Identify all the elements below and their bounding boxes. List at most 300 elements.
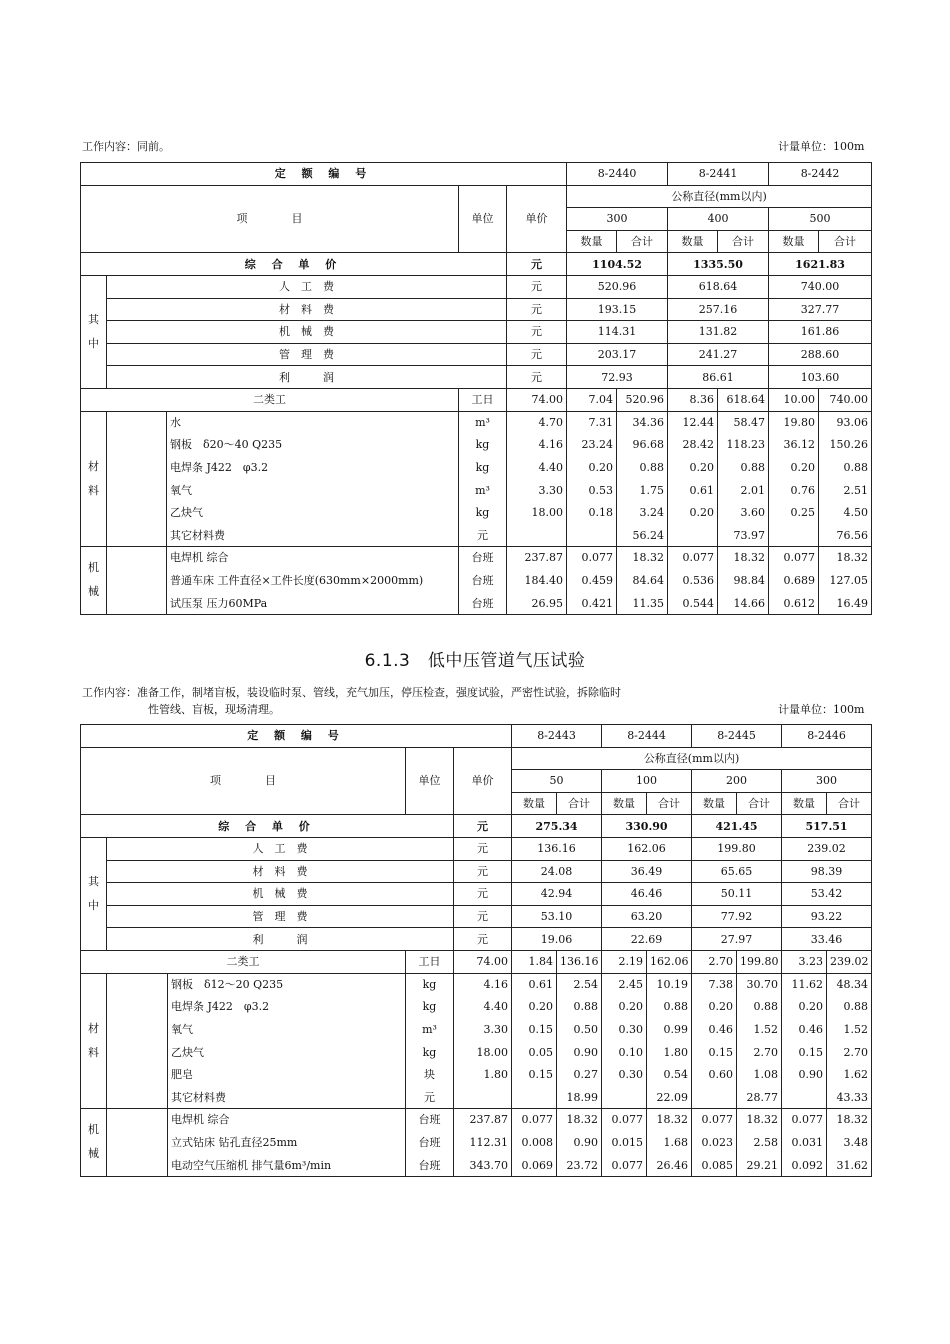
breakdown-unit: 元: [454, 905, 512, 928]
table-row: [81, 185, 872, 208]
material-price: 4.70: [507, 411, 567, 434]
group-label: 材: [88, 459, 99, 473]
material-price: 3.30: [454, 1018, 512, 1041]
table-row: [81, 1086, 872, 1109]
material-price: 3.30: [507, 479, 567, 502]
machine-value: 18.32: [718, 547, 769, 570]
machine-value: 26.46: [647, 1154, 692, 1177]
unit-header: 单位: [406, 747, 454, 815]
unit-text: m³: [475, 415, 490, 429]
machines-spacer: [107, 547, 167, 615]
machine-price: 184.40: [507, 569, 567, 592]
machine-value: 2.58: [737, 1131, 782, 1154]
material-name: 水: [167, 411, 459, 434]
material-value: 30.70: [737, 973, 782, 996]
breakdown-value: 46.46: [602, 883, 692, 906]
table-row: [81, 343, 872, 366]
dn-value: 400: [668, 208, 769, 231]
material-value: 0.27: [557, 1063, 602, 1086]
item-header: 项 目: [81, 747, 406, 815]
machine-name: 普通车床 工件直径×工件长度(630mm×2000mm): [167, 569, 459, 592]
machine-value: 18.32: [617, 547, 668, 570]
material-value: 28.42: [668, 434, 718, 457]
table-row: [81, 547, 872, 570]
material-value: 7.31: [567, 411, 617, 434]
labor-value: 2.19: [602, 950, 647, 973]
material-value: 0.46: [692, 1018, 737, 1041]
breakdown-value: 161.86: [769, 321, 872, 344]
breakdown-value: 114.31: [567, 321, 668, 344]
table-row: [81, 1131, 872, 1154]
of-which-label: [81, 837, 107, 950]
quota-code: 8-2440: [567, 163, 668, 186]
material-value: 0.20: [567, 456, 617, 479]
work-content-2b: 性管线、盲板，现场清理。: [148, 703, 280, 716]
table-row: [81, 479, 872, 502]
material-value: 2.51: [819, 479, 872, 502]
machine-value: 3.48: [827, 1131, 872, 1154]
material-value: [668, 524, 718, 547]
breakdown-value: 203.17: [567, 343, 668, 366]
total-label: 综 合 单 价: [81, 815, 454, 838]
material-unit: [459, 456, 507, 479]
machine-unit: 台班: [459, 592, 507, 615]
group-label: 中: [88, 336, 99, 350]
machine-value: 0.459: [567, 569, 617, 592]
machine-value: 29.21: [737, 1154, 782, 1177]
breakdown-value: 162.06: [602, 837, 692, 860]
table-row: [81, 524, 872, 547]
material-value: 2.54: [557, 973, 602, 996]
quota-code: 8-2443: [512, 725, 602, 748]
breakdown-unit: 元: [454, 837, 512, 860]
quota-code: 8-2446: [782, 725, 872, 748]
breakdown-value: 36.49: [602, 860, 692, 883]
labor-unit: 工日: [459, 388, 507, 411]
quota-table-2: [80, 724, 872, 1177]
material-value: [769, 524, 819, 547]
machine-value: 0.544: [668, 592, 718, 615]
work-content-2a: 工作内容：准备工作，制堵盲板，装设临时泵、管线，充气加压，停压检查，强度试验，严密性试验，拆除临时: [82, 686, 621, 699]
breakdown-value: 19.06: [512, 928, 602, 951]
breakdown-value: 239.02: [782, 837, 872, 860]
material-value: 19.80: [769, 411, 819, 434]
machine-value: 0.077: [668, 547, 718, 570]
machine-name: 试压泵 压力60MPa: [167, 592, 459, 615]
material-value: 93.06: [819, 411, 872, 434]
breakdown-unit: 元: [454, 883, 512, 906]
breakdown-value: 257.16: [668, 298, 769, 321]
machine-price: 343.70: [454, 1154, 512, 1177]
table-row: [81, 928, 872, 951]
group-label: 中: [88, 898, 99, 912]
material-value: 0.88: [557, 996, 602, 1019]
machine-name: 电焊机 综合: [167, 547, 459, 570]
machines-label: [81, 1109, 107, 1177]
material-value: 73.97: [718, 524, 769, 547]
material-value: [782, 1086, 827, 1109]
material-name: 钢板 δ20～40 Q235: [167, 434, 459, 457]
machine-value: 0.077: [782, 1109, 827, 1132]
machine-value: 0.077: [602, 1154, 647, 1177]
table-row: [81, 321, 872, 344]
material-value: 0.88: [819, 456, 872, 479]
dn-header: 公称直径(mm以内): [567, 185, 872, 208]
machine-value: 14.66: [718, 592, 769, 615]
labor-value: 10.00: [769, 388, 819, 411]
machine-value: 0.092: [782, 1154, 827, 1177]
unit-text: kg: [475, 461, 490, 475]
labor-label: 二类工: [81, 388, 459, 411]
breakdown-value: 53.10: [512, 905, 602, 928]
machine-value: 31.62: [827, 1154, 872, 1177]
table-row: [81, 1109, 872, 1132]
material-value: 1.80: [647, 1041, 692, 1064]
unit-text: m³: [422, 1023, 437, 1037]
material-value: 0.15: [512, 1018, 557, 1041]
unit-text: 块: [424, 1068, 435, 1082]
material-value: 12.44: [668, 411, 718, 434]
material-value: 0.76: [769, 479, 819, 502]
qty-header: 数量: [668, 230, 718, 253]
machine-value: 0.689: [769, 569, 819, 592]
measure-unit-1: 计量单位：100m: [778, 140, 865, 153]
material-value: 0.61: [512, 973, 557, 996]
materials-label: [81, 973, 107, 1109]
material-value: 4.50: [819, 501, 872, 524]
breakdown-unit: 元: [454, 860, 512, 883]
material-value: 118.23: [718, 434, 769, 457]
machine-value: 18.32: [827, 1109, 872, 1132]
machine-unit: 台班: [459, 547, 507, 570]
group-label: 料: [88, 483, 99, 497]
material-price: 4.40: [454, 996, 512, 1019]
machine-value: 0.077: [602, 1109, 647, 1132]
table-row: [81, 950, 872, 973]
material-unit: [459, 434, 507, 457]
material-unit: [406, 1041, 454, 1064]
machine-value: 0.90: [557, 1131, 602, 1154]
table-row: [81, 1063, 872, 1086]
breakdown-value: 98.39: [782, 860, 872, 883]
material-value: [567, 524, 617, 547]
quota-code: 8-2442: [769, 163, 872, 186]
machine-value: 18.32: [557, 1109, 602, 1132]
material-name: 氧气: [168, 1018, 406, 1041]
machine-value: 0.077: [692, 1109, 737, 1132]
material-value: 1.75: [617, 479, 668, 502]
total-value: 330.90: [602, 815, 692, 838]
labor-price: 74.00: [507, 388, 567, 411]
machine-value: 18.32: [737, 1109, 782, 1132]
machine-name: 电焊机 综合: [168, 1109, 406, 1132]
breakdown-value: 24.08: [512, 860, 602, 883]
material-name: 氧气: [167, 479, 459, 502]
table-row: [81, 388, 872, 411]
sum-header: 合计: [737, 792, 782, 815]
breakdown-label: 人 工 费: [107, 275, 507, 298]
breakdown-unit: 元: [507, 275, 567, 298]
breakdown-value: 288.60: [769, 343, 872, 366]
total-value: 1335.50: [668, 253, 769, 276]
breakdown-label: 管 理 费: [107, 343, 507, 366]
unit-text: kg: [475, 438, 490, 452]
table-row: [81, 501, 872, 524]
machine-value: 0.031: [782, 1131, 827, 1154]
machine-price: 112.31: [454, 1131, 512, 1154]
breakdown-unit: 元: [507, 321, 567, 344]
breakdown-unit: 元: [507, 298, 567, 321]
labor-value: 618.64: [718, 388, 769, 411]
material-unit: [459, 501, 507, 524]
unit-text: m³: [475, 483, 490, 497]
table-row: [81, 298, 872, 321]
table-row: [81, 411, 872, 434]
sum-header: 合计: [718, 230, 769, 253]
machines-spacer: [107, 1109, 168, 1177]
material-value: 0.99: [647, 1018, 692, 1041]
table-row: [81, 996, 872, 1019]
dn-value: 500: [769, 208, 872, 231]
breakdown-value: 131.82: [668, 321, 769, 344]
material-value: 0.60: [692, 1063, 737, 1086]
material-value: 0.20: [512, 996, 557, 1019]
unit-text: 元: [477, 528, 488, 542]
machine-value: 84.64: [617, 569, 668, 592]
group-label: 其: [88, 874, 99, 888]
material-value: 1.62: [827, 1063, 872, 1086]
breakdown-label: 材 料 费: [107, 860, 454, 883]
sum-header: 合计: [647, 792, 692, 815]
breakdown-value: 618.64: [668, 275, 769, 298]
material-name: 其它材料费: [167, 524, 459, 547]
material-value: 76.56: [819, 524, 872, 547]
material-value: 0.25: [769, 501, 819, 524]
material-name: 电焊条 J422 φ3.2: [167, 456, 459, 479]
material-value: 0.20: [692, 996, 737, 1019]
total-value: 1621.83: [769, 253, 872, 276]
material-value: 0.50: [557, 1018, 602, 1041]
table-row: [81, 456, 872, 479]
material-value: 3.24: [617, 501, 668, 524]
material-unit: [406, 1086, 454, 1109]
machine-value: 0.015: [602, 1131, 647, 1154]
breakdown-value: 103.60: [769, 366, 872, 389]
sum-header: 合计: [827, 792, 872, 815]
material-value: [602, 1086, 647, 1109]
table-row: [81, 815, 872, 838]
breakdown-value: 520.96: [567, 275, 668, 298]
machine-price: 237.87: [454, 1109, 512, 1132]
breakdown-value: 193.15: [567, 298, 668, 321]
material-value: 0.10: [602, 1041, 647, 1064]
material-value: 2.01: [718, 479, 769, 502]
machine-value: 0.421: [567, 592, 617, 615]
table-row: [81, 973, 872, 996]
labor-value: 199.80: [737, 950, 782, 973]
material-value: 0.30: [602, 1063, 647, 1086]
item-header: 项 目: [81, 185, 459, 253]
table-row: [81, 366, 872, 389]
material-value: 36.12: [769, 434, 819, 457]
breakdown-value: 136.16: [512, 837, 602, 860]
quota-table-1: [80, 162, 872, 615]
table-row: [81, 275, 872, 298]
total-unit: 元: [507, 253, 567, 276]
work-content-1: 工作内容：同前。: [82, 140, 170, 153]
breakdown-value: 33.46: [782, 928, 872, 951]
qty-header: 数量: [782, 792, 827, 815]
material-value: 28.77: [737, 1086, 782, 1109]
breakdown-unit: 元: [507, 343, 567, 366]
table-row: [81, 253, 872, 276]
breakdown-value: 27.97: [692, 928, 782, 951]
machine-value: 0.069: [512, 1154, 557, 1177]
labor-price: 74.00: [454, 950, 512, 973]
unit-text: kg: [422, 977, 437, 991]
breakdown-value: 241.27: [668, 343, 769, 366]
material-value: 1.08: [737, 1063, 782, 1086]
table-row: [81, 725, 872, 748]
materials-spacer: [107, 411, 167, 547]
breakdown-label: 利 润: [107, 928, 454, 951]
material-value: 0.61: [668, 479, 718, 502]
material-unit: [406, 1018, 454, 1041]
machine-value: 127.05: [819, 569, 872, 592]
material-value: 3.60: [718, 501, 769, 524]
breakdown-label: 管 理 费: [107, 905, 454, 928]
labor-value: 3.23: [782, 950, 827, 973]
material-name: 乙炔气: [167, 501, 459, 524]
material-price: 1.80: [454, 1063, 512, 1086]
material-value: 2.45: [602, 973, 647, 996]
material-unit: [406, 996, 454, 1019]
group-label: 械: [88, 585, 99, 599]
machine-name: 电动空气压缩机 排气量6m³/min: [168, 1154, 406, 1177]
table-row: [81, 1154, 872, 1177]
measure-unit-2: 计量单位：100m: [778, 703, 865, 716]
material-value: 48.34: [827, 973, 872, 996]
dn-value: 50: [512, 770, 602, 793]
material-price: 4.16: [454, 973, 512, 996]
material-value: 0.20: [782, 996, 827, 1019]
material-value: 0.30: [602, 1018, 647, 1041]
machine-unit: 台班: [406, 1154, 454, 1177]
quota-code: 8-2444: [602, 725, 692, 748]
material-value: 0.20: [769, 456, 819, 479]
unit-header: 单位: [459, 185, 507, 253]
material-name: 乙炔气: [168, 1041, 406, 1064]
sum-header: 合计: [819, 230, 872, 253]
table-row: [81, 163, 872, 186]
labor-value: 239.02: [827, 950, 872, 973]
material-price: 4.16: [507, 434, 567, 457]
table-row: [81, 592, 872, 615]
material-value: 0.88: [647, 996, 692, 1019]
total-label: 综 合 单 价: [81, 253, 507, 276]
unit-text: 元: [424, 1090, 435, 1104]
machine-value: 0.023: [692, 1131, 737, 1154]
breakdown-label: 机 械 费: [107, 321, 507, 344]
material-value: 0.20: [668, 501, 718, 524]
breakdown-label: 材 料 费: [107, 298, 507, 321]
material-value: 0.18: [567, 501, 617, 524]
material-value: 10.19: [647, 973, 692, 996]
material-unit: [459, 411, 507, 434]
material-value: [692, 1086, 737, 1109]
total-value: 1104.52: [567, 253, 668, 276]
table-row: [81, 434, 872, 457]
dn-value: 300: [782, 770, 872, 793]
machines-label: [81, 547, 107, 615]
breakdown-value: 63.20: [602, 905, 692, 928]
table-row: [81, 860, 872, 883]
group-label: 其: [88, 312, 99, 326]
table-row: [81, 1018, 872, 1041]
material-value: 0.15: [692, 1041, 737, 1064]
material-name: 钢板 δ12～20 Q235: [168, 973, 406, 996]
material-value: 1.52: [737, 1018, 782, 1041]
material-value: 58.47: [718, 411, 769, 434]
material-value: 0.54: [647, 1063, 692, 1086]
material-unit: [406, 973, 454, 996]
group-label: 料: [88, 1045, 99, 1059]
material-value: 11.62: [782, 973, 827, 996]
breakdown-value: 740.00: [769, 275, 872, 298]
labor-value: 162.06: [647, 950, 692, 973]
labor-value: 520.96: [617, 388, 668, 411]
group-label: 机: [88, 561, 99, 575]
material-value: 0.88: [827, 996, 872, 1019]
price-header: 单价: [454, 747, 512, 815]
machine-price: 237.87: [507, 547, 567, 570]
material-unit: [406, 1063, 454, 1086]
sum-header: 合计: [557, 792, 602, 815]
material-value: 96.68: [617, 434, 668, 457]
machine-value: 1.68: [647, 1131, 692, 1154]
material-value: 0.88: [617, 456, 668, 479]
group-label: 机: [88, 1123, 99, 1137]
total-value: 275.34: [512, 815, 602, 838]
group-label: 材: [88, 1021, 99, 1035]
labor-value: 136.16: [557, 950, 602, 973]
machine-value: 18.32: [819, 547, 872, 570]
total-unit: 元: [454, 815, 512, 838]
breakdown-value: 42.94: [512, 883, 602, 906]
dn-value: 200: [692, 770, 782, 793]
breakdown-value: 50.11: [692, 883, 782, 906]
breakdown-label: 机 械 费: [107, 883, 454, 906]
material-value: 7.38: [692, 973, 737, 996]
material-value: 0.46: [782, 1018, 827, 1041]
table-row: [81, 905, 872, 928]
material-value: 0.90: [557, 1041, 602, 1064]
labor-value: 1.84: [512, 950, 557, 973]
quota-code: 8-2441: [668, 163, 769, 186]
machine-value: 23.72: [557, 1154, 602, 1177]
material-name: 电焊条 J422 φ3.2: [168, 996, 406, 1019]
labor-label: 二类工: [81, 950, 406, 973]
machine-unit: 台班: [406, 1109, 454, 1132]
breakdown-value: 86.61: [668, 366, 769, 389]
machine-value: 98.84: [718, 569, 769, 592]
table-row: [81, 883, 872, 906]
total-value: 517.51: [782, 815, 872, 838]
materials-spacer: [107, 973, 168, 1109]
unit-text: kg: [422, 1045, 437, 1059]
material-name: 肥皂: [168, 1063, 406, 1086]
material-value: 18.99: [557, 1086, 602, 1109]
